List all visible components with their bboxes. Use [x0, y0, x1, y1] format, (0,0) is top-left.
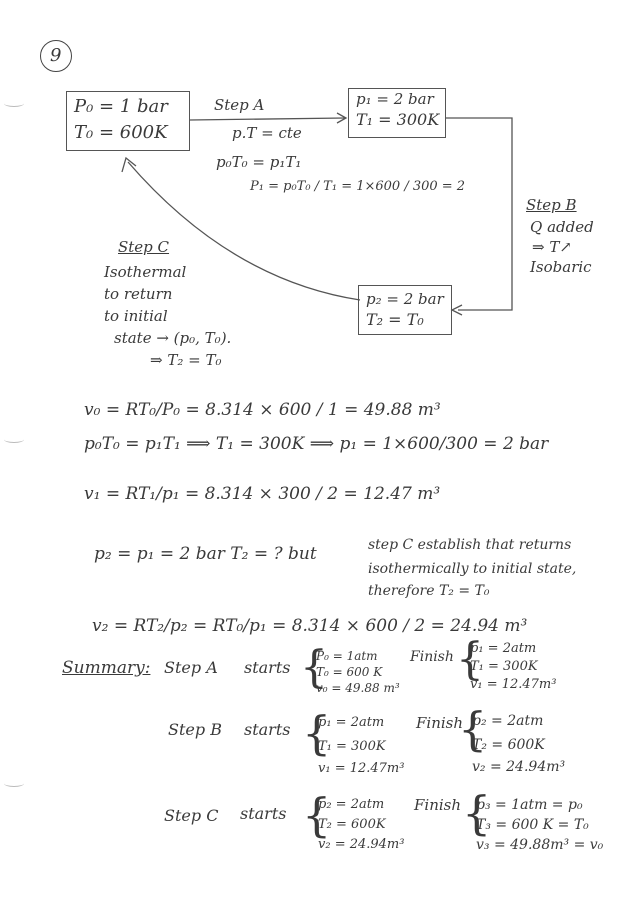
step-a-arrow	[190, 118, 345, 120]
summary-label: Summary:	[62, 658, 151, 678]
step-b-arrow	[446, 118, 512, 310]
summary-starts-label: starts	[244, 658, 291, 677]
step-c-line2: to return	[104, 285, 173, 303]
summary-start-value: v₀ = 49.88 m³	[316, 681, 400, 695]
summary-brace: {	[456, 634, 484, 685]
summary-start-value: T₀ = 600 K	[316, 665, 383, 679]
summary-finish-value: p₁ = 2atm	[470, 641, 537, 656]
summary-start-value: P₀ = 1atm	[316, 649, 378, 663]
step-a-title: Step A	[214, 96, 265, 114]
summary-step-label: Step A	[164, 658, 218, 677]
step-a-line3: P₁ = p₀T₀ / T₁ = 1×600 / 300 = 2	[250, 179, 466, 194]
step-c-arrowhead	[122, 158, 136, 172]
state-2-pressure: p₂ = 2 bar	[366, 290, 444, 308]
calc-note-1: step C establish that returns	[368, 537, 572, 553]
summary-step-label: Step B	[168, 720, 222, 739]
summary-finish-value: T₁ = 300K	[470, 659, 538, 674]
summary-finish-label: Finish	[410, 649, 454, 665]
summary-brace: {	[302, 706, 332, 760]
calc-note-3: therefore T₂ = T₀	[368, 583, 490, 599]
summary-finish-label: Finish	[414, 796, 462, 814]
summary-finish-value: p₃ = 1atm = p₀	[476, 797, 583, 813]
step-b-title: Step B	[526, 196, 577, 214]
step-c-line5: ⇒ T₂ = T₀	[150, 351, 222, 369]
summary-brace: {	[302, 788, 332, 842]
summary-start-value: p₁ = 2atm	[318, 715, 385, 730]
summary-finish-label: Finish	[416, 714, 464, 732]
summary-start-value: v₂ = 24.94m³	[318, 837, 405, 852]
calc-v1: v₁ = RT₁/p₁ = 8.314 × 300 / 2 = 12.47 m³	[84, 484, 441, 504]
step-c-line3: to initial	[104, 307, 168, 325]
problem-number: 9	[50, 45, 62, 66]
step-c-title: Step C	[118, 238, 170, 256]
summary-starts-label: starts	[240, 804, 287, 823]
step-a-line1: p.T = cte	[232, 124, 302, 142]
state-0-pressure: P₀ = 1 bar	[74, 96, 168, 117]
summary-start-value: T₂ = 600K	[318, 817, 386, 832]
summary-start-value: p₂ = 2atm	[318, 797, 385, 812]
summary-finish-value: v₂ = 24.94m³	[472, 759, 566, 775]
summary-start-value: T₁ = 300K	[318, 739, 386, 754]
calc-v2: v₂ = RT₂/p₂ = RT₀/p₁ = 8.314 × 600 / 2 = 24.94 m³	[92, 616, 528, 636]
summary-brace: {	[300, 642, 328, 693]
step-b-line3: Isobaric	[530, 258, 592, 276]
summary-finish-value: T₃ = 600 K = T₀	[476, 817, 589, 833]
summary-start-value: v₁ = 12.47m³	[318, 761, 405, 776]
summary-step-label: Step C	[164, 806, 219, 825]
state-0-temperature: T₀ = 600K	[74, 122, 168, 143]
summary-starts-label: starts	[244, 720, 291, 739]
calc-note-2: isothermically to initial state,	[368, 561, 577, 577]
calc-p2: p₂ = p₁ = 2 bar T₂ = ? but	[94, 544, 317, 564]
step-a-line2: p₀T₀ = p₁T₁	[216, 153, 302, 171]
summary-finish-value: p₂ = 2atm	[472, 713, 544, 729]
summary-brace: {	[462, 786, 492, 840]
summary-finish-value: T₂ = 600K	[472, 737, 545, 753]
calc-t1: p₀T₀ = p₁T₁ ⟹ T₁ = 300K ⟹ p₁ = 1×600/300 = 2 bar	[84, 434, 549, 454]
step-b-line2: ⇒ T↗	[532, 238, 572, 256]
step-c-line4: state → (p₀, T₀).	[114, 329, 232, 347]
summary-brace: {	[458, 702, 488, 756]
summary-finish-value: v₃ = 49.88m³ = v₀	[476, 837, 604, 853]
state-2-temperature: T₂ = T₀	[366, 310, 424, 329]
calc-v0: v₀ = RT₀/P₀ = 8.314 × 600 / 1 = 49.88 m³	[84, 400, 441, 420]
state-1-temperature: T₁ = 300K	[356, 110, 440, 129]
step-b-line1: Q added	[530, 218, 594, 236]
step-c-line1: Isothermal	[104, 263, 187, 281]
state-1-pressure: p₁ = 2 bar	[356, 90, 434, 108]
summary-finish-value: v₁ = 12.47m³	[470, 677, 557, 692]
